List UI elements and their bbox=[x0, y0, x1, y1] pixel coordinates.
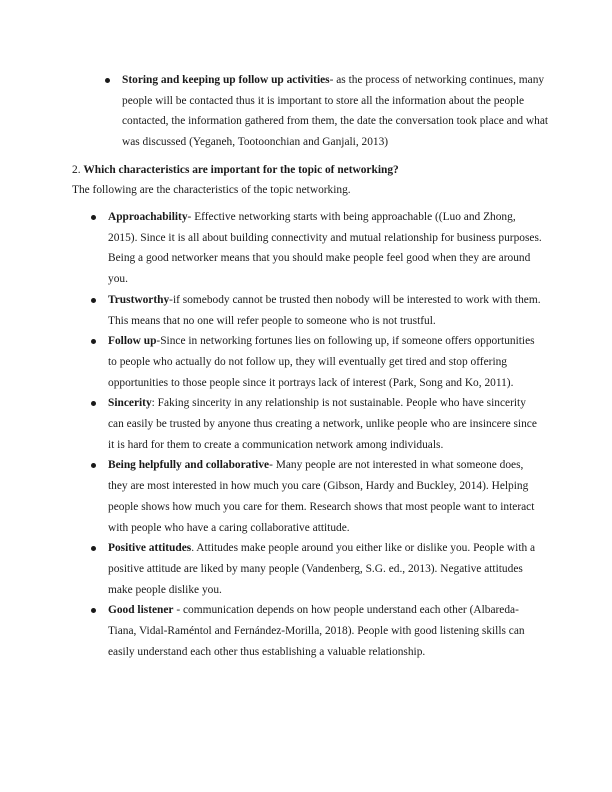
bullet-icon bbox=[91, 546, 96, 551]
bullet-text: - Many people are not interested in what someone does, they are most interested in how much you care (Gibson, Hardy and Buckley, 2014). Helping people shows how much you care for them. Research shows that most people want to interact with people who have a caring collaborative attitude. bbox=[108, 459, 535, 534]
bullet-term: Being helpfully and collaborative bbox=[108, 459, 270, 472]
bullet-text: - as the process of networking continues, many people will be contacted thus it is important to store all the information about the people contacted, the information gathered from them, the date the conversation took place and what was discussed (Yeganeh, Tootoonchian and Ganjali, 2013) bbox=[122, 74, 549, 149]
bullet-text: . Attitudes make people around you either like or dislike you. People with a positive attitude are liked by many people (Vandenberg, S.G. ed., 2013). Negative attitudes make people dislike you. bbox=[108, 542, 536, 596]
list-item bbox=[108, 538, 544, 600]
bullet-icon bbox=[91, 401, 96, 406]
bullet-term: Positive attitudes bbox=[108, 542, 192, 555]
bullet-text: : Faking sincerity in any relationship is not sustainable. People who have sincerity can easily be trusted by anyone thus creating a network, unlike people who are insincere since it is hard for them to create a communication network among individuals. bbox=[108, 397, 537, 451]
section-heading bbox=[72, 160, 552, 180]
list-item bbox=[122, 70, 552, 153]
list-item bbox=[108, 393, 544, 455]
bullet-text: - communication depends on how people understand each other (Albareda-Tiana, Vidal-Raméntol and Fernández-Morilla, 2018). People with good listening skills can easily understand each other thus establishing a valuable relationship. bbox=[108, 604, 525, 658]
bullet-term: Good listener bbox=[108, 604, 174, 617]
section-intro: The following are the characteristics of the topic networking. bbox=[72, 184, 351, 196]
bullet-term: Trustworthy bbox=[108, 293, 170, 306]
bullet-icon bbox=[91, 463, 96, 468]
bullet-term: Storing and keeping up follow up activities bbox=[122, 74, 330, 86]
bullet-icon bbox=[105, 78, 110, 83]
bullet-icon bbox=[91, 608, 96, 613]
list-item bbox=[108, 455, 544, 538]
list-item bbox=[108, 331, 544, 393]
bullet-term: Sincerity bbox=[108, 397, 152, 410]
section-number: 2. bbox=[72, 164, 81, 176]
characteristics-list bbox=[108, 207, 544, 662]
top-bullet-list bbox=[122, 70, 552, 153]
section-question: Which characteristics are important for the topic of networking? bbox=[83, 164, 399, 176]
list-item bbox=[108, 207, 544, 290]
bullet-text: -Since in networking fortunes lies on following up, if someone offers opportunities to people who actually do not follow up, they will eventually get tired and stop offering opportunities to those people since it portrays lack of interest (Park, Song and Ko, 2011). bbox=[108, 335, 535, 389]
bullet-text: - Effective networking starts with being approachable ((Luo and Zhong, 2015). Since it is all about building connectivity and mutual relationship for business purposes. Being a good networker means that you should make people feel good when they are around you. bbox=[108, 211, 542, 286]
bullet-icon bbox=[91, 298, 96, 303]
list-item bbox=[108, 600, 544, 662]
bullet-term: Follow up bbox=[108, 335, 157, 348]
bullet-icon bbox=[91, 339, 96, 344]
bullet-text: -if somebody cannot be trusted then nobody will be interested to work with them. This means that no one will refer people to someone who is not trustful. bbox=[108, 293, 541, 327]
bullet-icon bbox=[91, 215, 96, 220]
list-item bbox=[108, 290, 544, 331]
bullet-term: Approachability bbox=[108, 211, 188, 223]
